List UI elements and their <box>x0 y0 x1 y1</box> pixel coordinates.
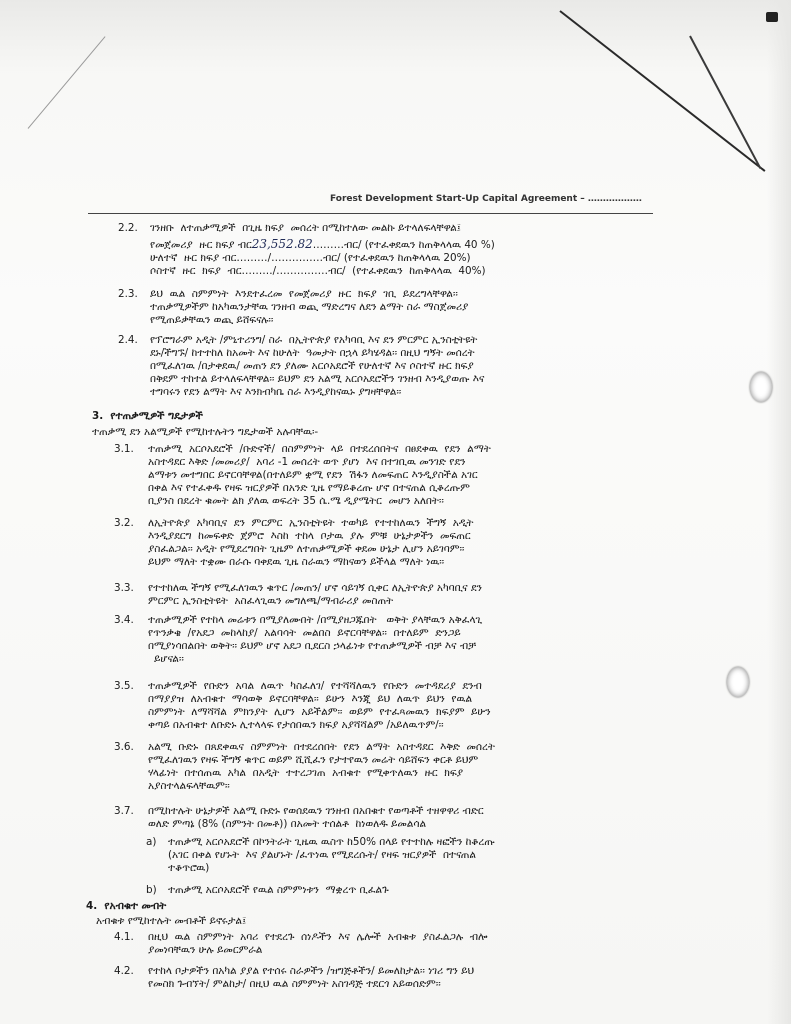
clause-line: በማያያዝ ለአብቁተ ማሳወቅ ይኖርባቸዋል፡፡ ይሁን እንጂ ይህ ለዉጥ ይህን የዉል <box>148 693 473 705</box>
first-installment-tail: ………ብር/ (የተፈቀደዉን ከጠቅላላዉ 40 %) <box>312 239 495 251</box>
clause-line: በቅደም ተከተል ይተላለፍላቸዋል፡፡ ይህም ደን አልሚ አርሶአደሮችን ገንዘብ እንዲያወጡ እና <box>150 373 485 385</box>
clause-line: የመስክ ጉብኘት/ ምልከታ/ በዚህ ዉል ስምምነት አስገዳጅ ተደርጎ አይወሰድም፡፡ <box>148 978 441 990</box>
clause-line: ተጠቃሚ አርሶአደሮች በኮንትራት ጊዜዉ ዉስጥ ከ50% በላይ የተተከሉ ዛፎችን ከቆረጡ <box>168 836 495 848</box>
clause-number: 3.5. <box>114 680 134 692</box>
clause-line: በሚከተሉት ሁኔታዎች አልሚ ቡድኑ የወሰደዉን ገንዘብ በአበቁተ የወጣቶች ተዘዋዋሪ ብድር <box>148 805 484 817</box>
clause-number: 3.7. <box>114 805 134 817</box>
clause-line: ወለድ ምጣኔ (8% (ስምንት በመቶ)) በአመት ተሰልቶ ከነወለዱ ይመልሳል <box>148 818 427 830</box>
page-header: Forest Development Start-Up Capital Agreement – ……………… <box>330 194 642 204</box>
clause-number: 4.2. <box>114 965 134 977</box>
third-installment-line: ሶስተኛ ዙር ክፍያ ብር………/……………ብር/ (የተፈቀደዉን ከጠቅላላዉ 40%) <box>150 265 486 277</box>
clause-number: 2.4. <box>118 334 138 346</box>
clause-line: አስተዳደር እቅድ /መመሪያ/ አባሪ -1 መሰረት ወጥ ያሆነ እና በተገቢዉ መንገድ የደን <box>148 456 466 468</box>
handwritten-amount: 23,552.82 <box>251 237 313 251</box>
clause-line: ለኢትዮጵያ አካባቢና ደን ምርምር ኢንስቲትዩት ተወካይ የተተከለዉን ችግኝ አዲት <box>148 517 474 529</box>
clause-line: የጥንቃቄ /የአደጋ መከላከያ/ አልባሳት መልበስ ይኖርባቸዋል፡፡ በተለይም ድንጋይ <box>148 627 461 639</box>
clause-number: 3.3. <box>114 582 134 594</box>
clause-number: 3.4. <box>114 614 134 626</box>
sub-clause-letter: b) <box>146 884 157 896</box>
clause-line: ተቆጥሮዉ) <box>168 862 210 874</box>
clause-line: በሚፈለገዉ /በታቀደዉ/ መጠን ደን ያለሙ አርሶአደሮች የሁለተኛ እና ሶስተኛ ዙር ክፍያ <box>150 360 474 372</box>
corner-mark <box>766 12 778 22</box>
clause-line: ምርምር ኢንስቲትዩት አስፈላጊዉን መግለጫ/ማብራሪያ መስጠት <box>148 595 394 607</box>
clause-number: 3.1. <box>114 443 134 455</box>
scan-top-shadow <box>0 0 791 75</box>
section-3-title: 3. የተጠቃሚዎች ግዴታዎች <box>92 410 203 422</box>
clause-line: ተጠቃሚዎች የተከላ መሬቱን በሚያለሙበት /በሚያዘጋጁበት ወቅት ያላቸዉን አቅፈላጊ <box>148 614 483 626</box>
clause-line: ይሆናል፡፡ <box>154 653 184 665</box>
clause-line: በዚህ ዉል ስምምነት አባሪ የተደረጉ ሰነዶችን እና ሌሎች አብቁቱ ያስፈልጋሉ ብሎ <box>148 931 488 943</box>
clause-number: 3.6. <box>114 741 134 753</box>
clause-line: አያስተላልፍላቸዉም፡፡ <box>148 780 230 792</box>
header-rule <box>88 213 653 214</box>
section-4-intro: አብቁቱ የሚከተሉት መብቶች ይኖሩታል፤ <box>96 915 247 927</box>
clause-line: የሚፈለገዉን የዛፍ ችግኝ ቁጥር ወይም ሺሺፈን የታተየዉን መሬት ሳይሸፍን ቀርቶ ይህም <box>148 754 479 766</box>
clause-number: 3.2. <box>114 517 134 529</box>
clause-line: ልማቱን መተግበር ይኖርባቸዋል(በተለይም ቋሚ የደን ሽፋን ለመፍጠር እንዲያስችል አገር <box>148 469 478 481</box>
clause-line: ተጠቃሚ አርሶአደሮች የዉል ስምምነቱን ማቋረጥ ቢፈልጉ <box>168 884 389 896</box>
clause-line: ተግባሩን የደን ልማት እና እንክብካቤ ስራ እንዲያከናዉኑ ያግዛቸዋል፡፡ <box>150 386 402 398</box>
clause-line: ደኑ/ችግኙ/ ከተተከለ ከአመት እና ከሁለት ዓመታት በኋላ ይካሄዳል፡፡ በዚህ ግኝት መሰረት <box>150 347 475 359</box>
clause-line: ተጠቃሚ አርሶአደሮች /ቡድኖች/ በስምምነት ላይ በተደረሰበትና በፀደቀዉ የደን ልማት <box>148 443 491 455</box>
clause-line: የተተከለዉ ችግኝ የሚፈለገዉን ቁጥር /መጠን/ ሆኖ ሳይገኝ ሲቀር ለኢትዮጵያ አካባቢና ደን <box>148 582 482 594</box>
clause-line: በቀል እና የተፈቀዱ የዛፍ ዝርያዎች በአንድ ጊዜ የማይቆረጡ ሆኖ በተናጠል ሲቆረጡም <box>148 482 470 494</box>
clause-number: 2.3. <box>118 288 138 300</box>
section-4-title: 4. የአብቁተ መብት <box>86 900 167 912</box>
clause-line: (አገር በቀል የሆኑት እና ያልሆኑት /ፈጥነዉ የሚደረሱት/ የዛፍ ዝርያዎች በተናጠል <box>168 849 476 861</box>
clause-line: ያመነባቸዉን ሁሉ ይመርምራል <box>148 944 263 956</box>
clause-line: እንዲያደርግ ከመፍቀድ ጀምሮ እስከ ተከላ ቦታዉ ያሉ ምቹ ሁኔታዎችን መፍጠር <box>148 530 471 542</box>
clause-number: 2.2. <box>118 222 138 234</box>
clause-line: የፕሮግራም አዲት /ምኒተሪንግ/ ስራ በኢትዮጵያ የአካባቢ እና ደን ምርምር ኢንስቲትዩት <box>150 334 478 346</box>
clause-line: ገንዘቡ ለተጠቃሚዎች በጊዜ ክፍያ መሰረት በሚከተለው መልኩ ይተላለፍላቸዋል፤ <box>150 222 461 234</box>
clause-line: የተከላ ቦታዎችን በአካል ያያል የተሰሩ ስራዎችን /ዝግጅቶችን/ ይመለከታል፡፡ ነገሪ ግን ይህ <box>148 965 475 977</box>
clause-number: 4.1. <box>114 931 134 943</box>
scan-right-edge <box>767 0 791 1024</box>
sub-clause-letter: a) <box>146 836 157 848</box>
clause-line: አልሚ ቡድኑ በጸደቀዉና ስምምነት በተደረሰበት የደን ልማት አስተዳደር እቅድ መሰረት <box>148 741 495 753</box>
clause-line: የሚጠይቃቸዉን ወጪ ይሸፍናሉ፡፡ <box>150 314 274 326</box>
clause-line: ስምምነት ለማሻሻል ምክንያት ሊሆን አይችልም፡፡ ወይም የተፈጻመዉን ክፍያም ይሁን <box>148 706 491 718</box>
first-installment-line <box>150 237 760 252</box>
clause-line: ተጠቃሚዎች የቡድን አባል ለዉጥ ካስፈለገ/ የተሻሻለዉን የቡድን መተዳደሪያ ደንብ <box>148 680 482 692</box>
clause-line: ተጠቃሚዎችም ከአካዉንታቸዉ ገንዘብ ወጪ ማድረግና ለደን ልማት ስራ ማስጀመሪያ <box>150 301 469 313</box>
clause-line: ቢያንስ በደረት ቁመት ልክ ያለዉ ወፍረት 35 ሴ.ሜ ዲያሜትር መሆን አለበት፡፡ <box>148 495 444 507</box>
clause-line: ቀጣይ በአብቁተ ለቡድኑ ሊተላላፍ የታሰበዉን ክፍያ አያሻሻልም /አይለዉጥም/፡፡ <box>148 719 444 731</box>
second-installment-line: ሁለተኛ ዙር ክፍያ ብር………/……………ብር/ (የተፈቀደዉን ከጠቅላላዉ 20%) <box>150 252 471 264</box>
first-installment-label: የመጀመሪያ ዙር ክፍያ ብር <box>150 239 252 251</box>
clause-line: ያስፈልጋል፡፡ አዲት የሚደረግበት ጊዜም ለተጠቃሚዎች ቀደመ ሁኔታ ሊሆን አይገባም፡፡ <box>148 543 465 555</box>
clause-line: ይህ ዉል ስምምነት እንደተፈረመ የመጀመሪያ ዙር ክፍያ ገቢ ይደረግላቸዋል፡፡ <box>150 288 458 300</box>
clause-line: በሚያነሳበልበት ወቅት፡፡ ይህም ሆኖ አደጋ ቢደርስ ኃላፊነቱ የተጠቃሚዎች ብቻ እና ብቻ <box>148 640 476 652</box>
section-3-intro: ተጠቃሚ ደን አልሚዎች የሚከተሉትን ግዴታወች አሉባቸዉ፡- <box>92 426 319 438</box>
clause-line: ይህም ማለት ተቋሙ በራሱ ባቀደዉ ጊዜ ስራዉን ማከናወን ይችላል ማለት ነዉ፡፡ <box>148 556 445 568</box>
clause-line: ሃላፊነት በተሰጠዉ አካል በአዲት ተተረጋገጠ አብቁተ የሚቀጥለዉን ዙር ክፍያ <box>148 767 464 779</box>
bleed-through-text <box>300 118 600 178</box>
